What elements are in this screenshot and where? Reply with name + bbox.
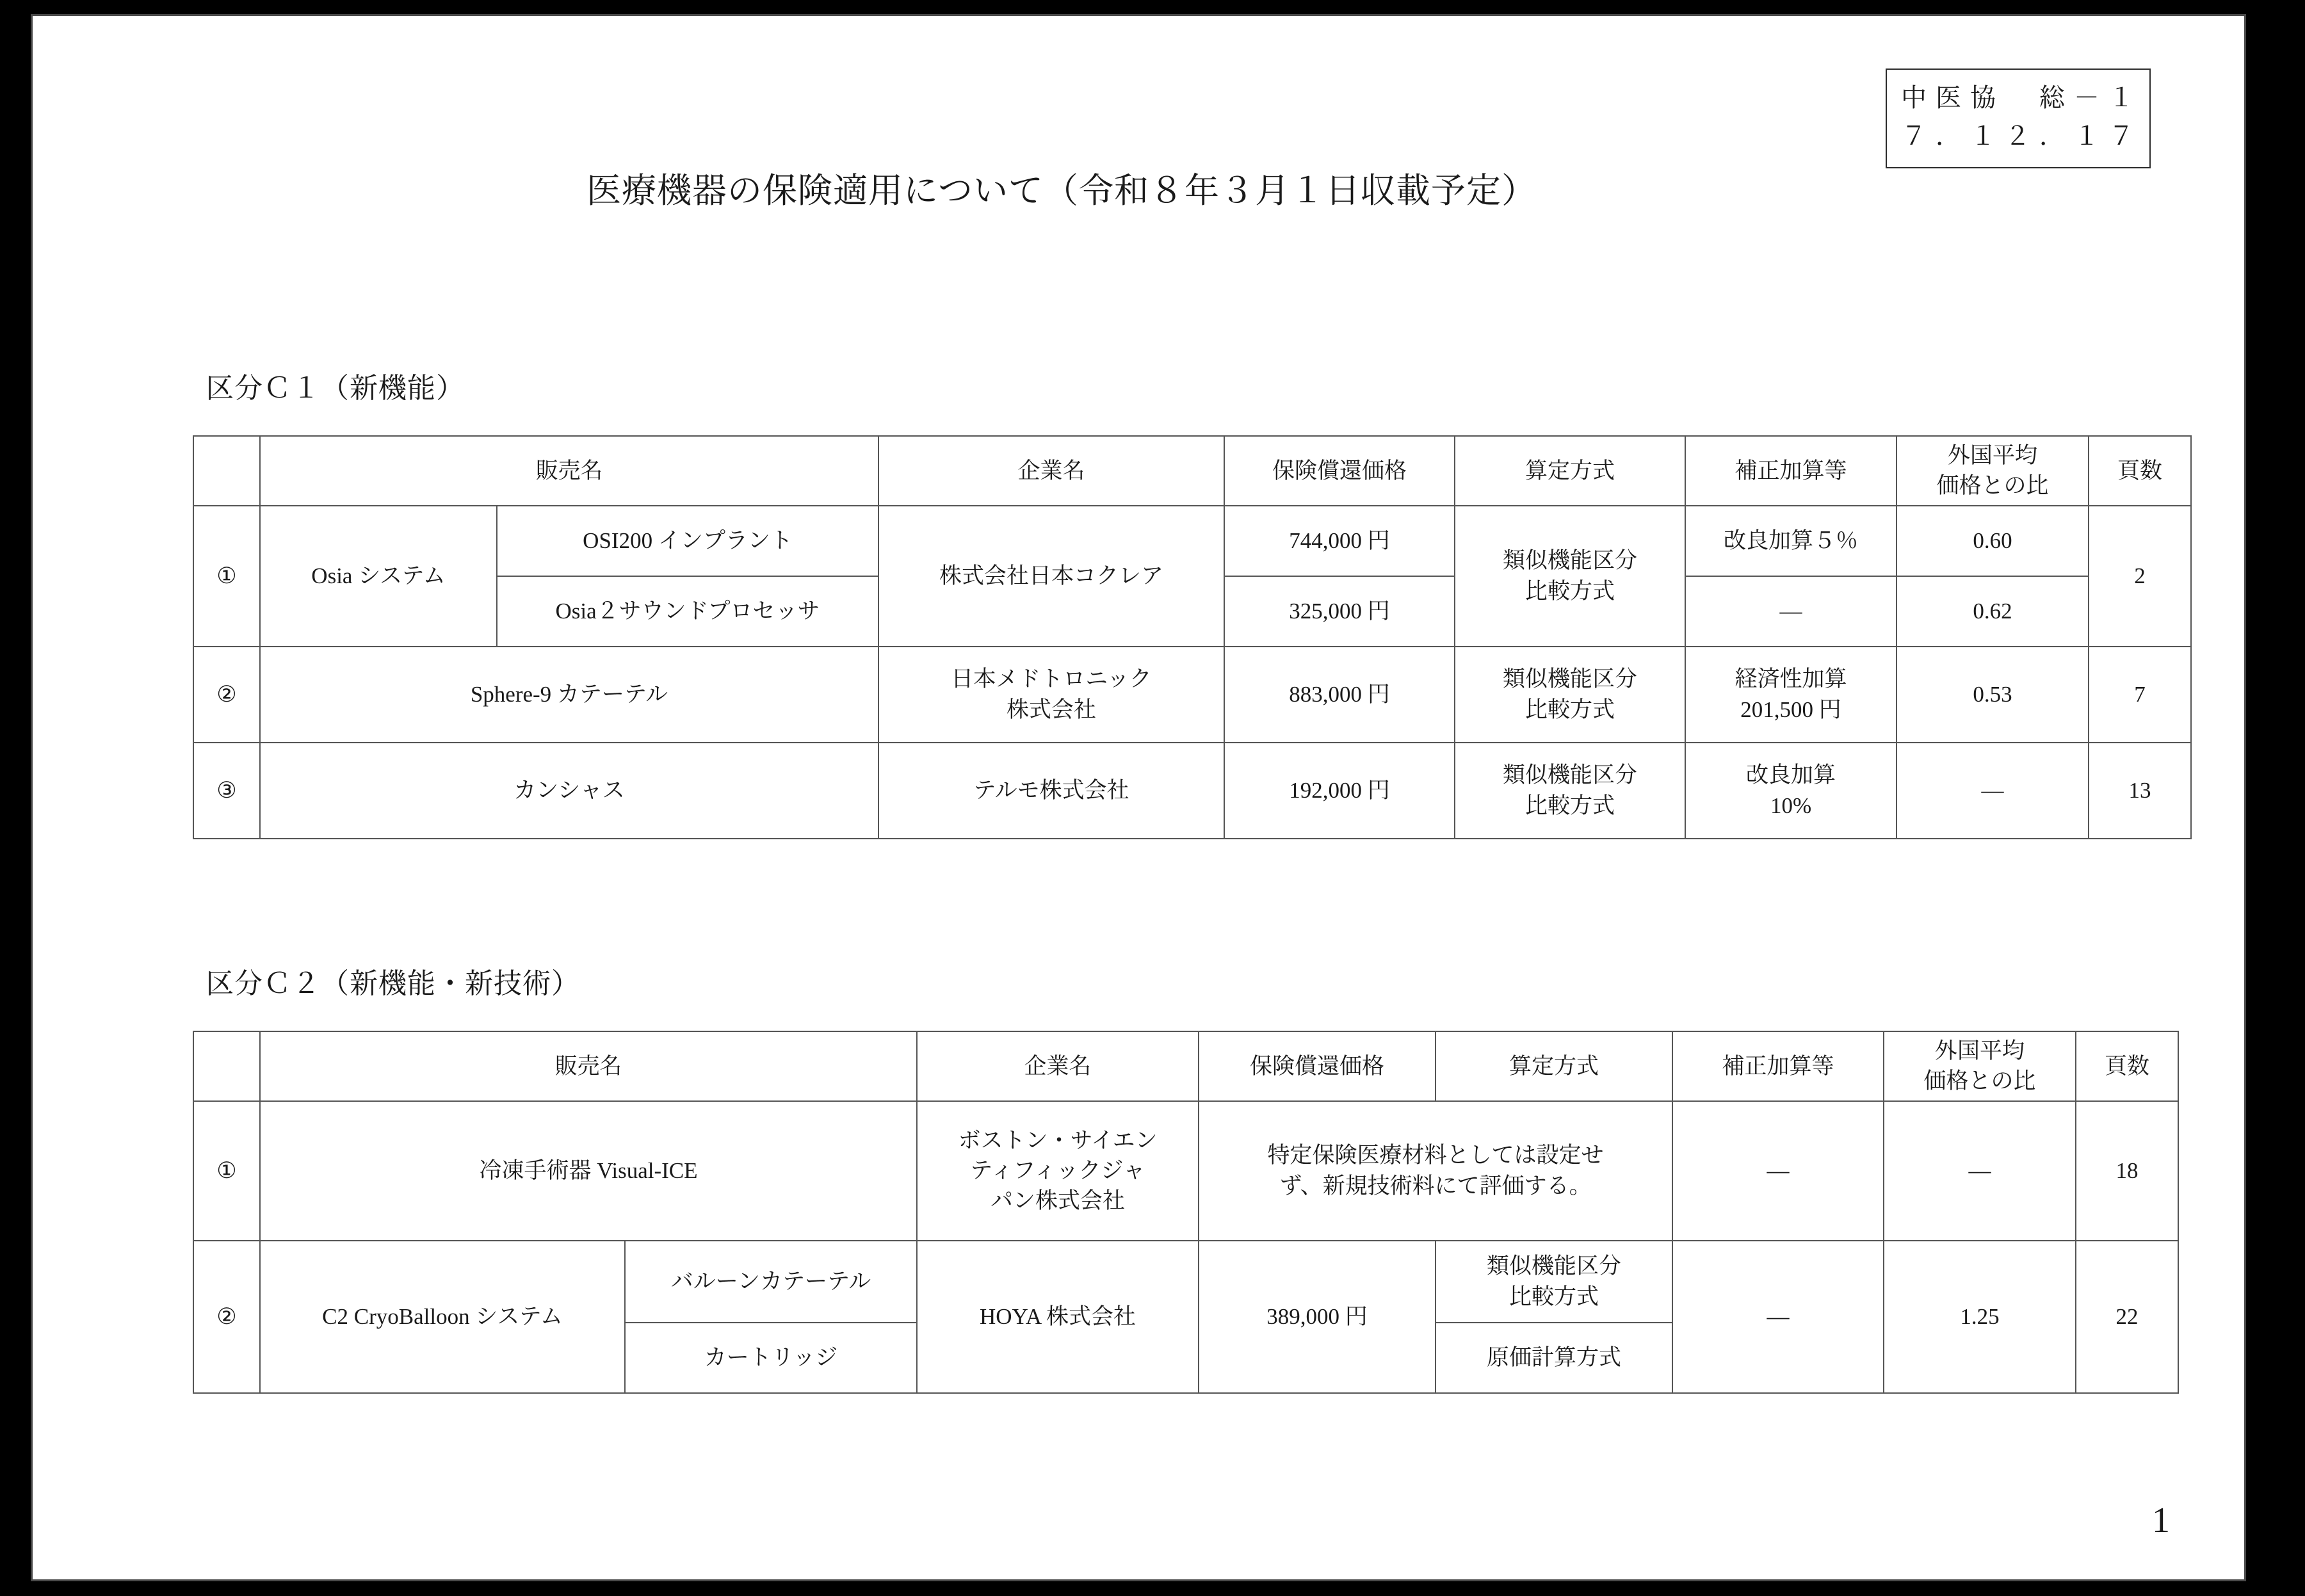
table-row <box>193 506 2191 576</box>
c1-row1-method-line1: 類似機能区分 <box>1503 548 1638 574</box>
c1-row2-adjustment-line1: 経済性加算 <box>1735 666 1847 692</box>
c1-row3-adjustment <box>1685 743 1897 839</box>
page-title: 医療機器の保険適用について（令和８年３月１日収載予定） <box>586 172 1537 210</box>
c2-row1-price-note-line1: 特定保険医療材料としては設定せ <box>1267 1143 1604 1168</box>
c1-row3-index: ③ <box>193 743 260 839</box>
c1-row3-method-line2: 比較方式 <box>1525 793 1615 818</box>
table-c2 <box>193 1031 2179 1394</box>
c1-header-company: 企業名 <box>878 436 1224 506</box>
c1-row3-method-line1: 類似機能区分 <box>1503 762 1638 788</box>
c1-row2-pages: 7 <box>2089 647 2191 743</box>
c1-row1-price-2: 325,000 円 <box>1224 576 1455 647</box>
c1-row2-company <box>878 647 1224 743</box>
table-row <box>193 743 2191 839</box>
c1-row2-method-line1: 類似機能区分 <box>1503 666 1638 692</box>
c2-row2-ratio: 1.25 <box>1884 1241 2076 1393</box>
c2-row2-sub-product-1: バルーンカテーテル <box>625 1241 917 1323</box>
c2-header-ratio <box>1884 1031 2076 1101</box>
c2-row2-method-line2: 比較方式 <box>1509 1284 1599 1309</box>
c1-header-product: 販売名 <box>260 436 878 506</box>
table-row <box>193 647 2191 743</box>
table-c1 <box>193 435 2192 839</box>
c2-row1-company <box>917 1101 1199 1241</box>
c1-header-price: 保険償還価格 <box>1224 436 1455 506</box>
c1-row3-price: 192,000 円 <box>1224 743 1455 839</box>
c1-row1-ratio-1: 0.60 <box>1897 506 2089 576</box>
c1-row1-index: ① <box>193 506 260 647</box>
c1-row1-adjustment-2: — <box>1685 576 1897 647</box>
c1-row1-price-1: 744,000 円 <box>1224 506 1455 576</box>
c2-row2-index: ② <box>193 1241 260 1393</box>
c1-row3-ratio: — <box>1897 743 2089 839</box>
c2-row2-method-1 <box>1436 1241 1672 1323</box>
c2-row1-price-note <box>1199 1101 1672 1241</box>
c2-row1-pages: 18 <box>2076 1101 2178 1241</box>
c2-row2-method-2: 原価計算方式 <box>1436 1323 1672 1393</box>
c2-header-method: 算定方式 <box>1436 1031 1672 1101</box>
c2-row2-company: HOYA 株式会社 <box>917 1241 1199 1393</box>
c1-row2-price: 883,000 円 <box>1224 647 1455 743</box>
section-heading-c1: 区分Ｃ１（新機能） <box>206 373 465 404</box>
section-heading-c2: 区分Ｃ２（新機能・新技術） <box>206 968 580 999</box>
c2-row2-sub-product-2: カートリッジ <box>625 1323 917 1393</box>
table-row <box>193 1241 2178 1323</box>
c1-row3-product: カンシャス <box>260 743 878 839</box>
c1-row2-index: ② <box>193 647 260 743</box>
c2-header-ratio-line1: 外国平均 <box>1935 1038 2025 1063</box>
c1-header-method: 算定方式 <box>1455 436 1685 506</box>
c1-row2-adjustment-line2: 201,500 円 <box>1740 697 1841 722</box>
c2-row1-product: 冷凍手術器 Visual-ICE <box>260 1101 917 1241</box>
c1-row1-product-group: Osia システム <box>260 506 497 647</box>
c1-row2-method <box>1455 647 1685 743</box>
c1-row2-ratio: 0.53 <box>1897 647 2089 743</box>
document-page <box>31 14 2246 1581</box>
c2-header-company: 企業名 <box>917 1031 1199 1101</box>
c1-row3-adjustment-line2: 10% <box>1770 793 1812 818</box>
c1-row1-pages: 2 <box>2089 506 2191 647</box>
c2-header-product: 販売名 <box>260 1031 917 1101</box>
c1-row1-sub-product-2: Osia２サウンドプロセッサ <box>497 576 878 647</box>
c1-row2-adjustment <box>1685 647 1897 743</box>
c1-header-ratio-line1: 外国平均 <box>1948 443 2038 468</box>
c2-row1-index: ① <box>193 1101 260 1241</box>
page-number: 1 <box>2152 1501 2170 1540</box>
c2-row1-company-line2: ティフィックジャ <box>970 1157 1145 1183</box>
c1-header-ratio <box>1897 436 2089 506</box>
table-row <box>193 1101 2178 1241</box>
c1-row1-sub-product-1: OSI200 インプラント <box>497 506 878 576</box>
c1-header-pages: 頁数 <box>2089 436 2191 506</box>
c1-row2-company-line1: 日本メドトロニック <box>951 666 1152 692</box>
c2-row1-adjustment: — <box>1672 1101 1884 1241</box>
document-code-line-1: 中 医 協 総 － １ <box>1901 83 2135 112</box>
c2-row1-ratio: — <box>1884 1101 2076 1241</box>
c2-header-index <box>193 1031 260 1101</box>
c1-header-index <box>193 436 260 506</box>
c2-row2-method-line1: 類似機能区分 <box>1487 1253 1622 1279</box>
c2-row1-company-line3: パン株式会社 <box>991 1188 1126 1214</box>
c1-row1-adjustment-1: 改良加算５％ <box>1685 506 1897 576</box>
document-code-line-2: ７ ． １ ２ ． １ ７ <box>1901 122 2135 150</box>
c1-row3-adjustment-line1: 改良加算 <box>1746 762 1836 788</box>
c2-row1-company-line1: ボストン・サイエン <box>958 1127 1158 1153</box>
c1-row1-ratio-2: 0.62 <box>1897 576 2089 647</box>
c2-row2-adjustment: — <box>1672 1241 1884 1393</box>
c2-row2-product-group: C2 CryoBalloon システム <box>260 1241 625 1393</box>
c2-header-price: 保険償還価格 <box>1199 1031 1436 1101</box>
c1-header-ratio-line2: 価格との比 <box>1936 473 2049 499</box>
c2-row2-price: 389,000 円 <box>1199 1241 1436 1393</box>
c1-row1-company: 株式会社日本コクレア <box>878 506 1224 647</box>
c1-row1-method-line2: 比較方式 <box>1525 578 1615 604</box>
c1-row3-method <box>1455 743 1685 839</box>
c2-header-pages: 頁数 <box>2076 1031 2178 1101</box>
table-c2-header-row <box>193 1031 2178 1101</box>
c2-row2-pages: 22 <box>2076 1241 2178 1393</box>
c2-row1-price-note-line2: ず、新規技術料にて評価する。 <box>1279 1173 1592 1198</box>
document-code-box <box>1886 69 2151 168</box>
c1-row2-company-line2: 株式会社 <box>1007 697 1097 722</box>
c2-header-adjustment: 補正加算等 <box>1672 1031 1884 1101</box>
table-c1-header-row <box>193 436 2191 506</box>
c1-row3-pages: 13 <box>2089 743 2191 839</box>
c1-header-adjustment: 補正加算等 <box>1685 436 1897 506</box>
c1-row1-method <box>1455 506 1685 647</box>
c1-row3-company: テルモ株式会社 <box>878 743 1224 839</box>
c1-row2-product: Sphere-9 カテーテル <box>260 647 878 743</box>
c2-header-ratio-line2: 価格との比 <box>1923 1068 2036 1094</box>
c1-row2-method-line2: 比較方式 <box>1525 697 1615 722</box>
